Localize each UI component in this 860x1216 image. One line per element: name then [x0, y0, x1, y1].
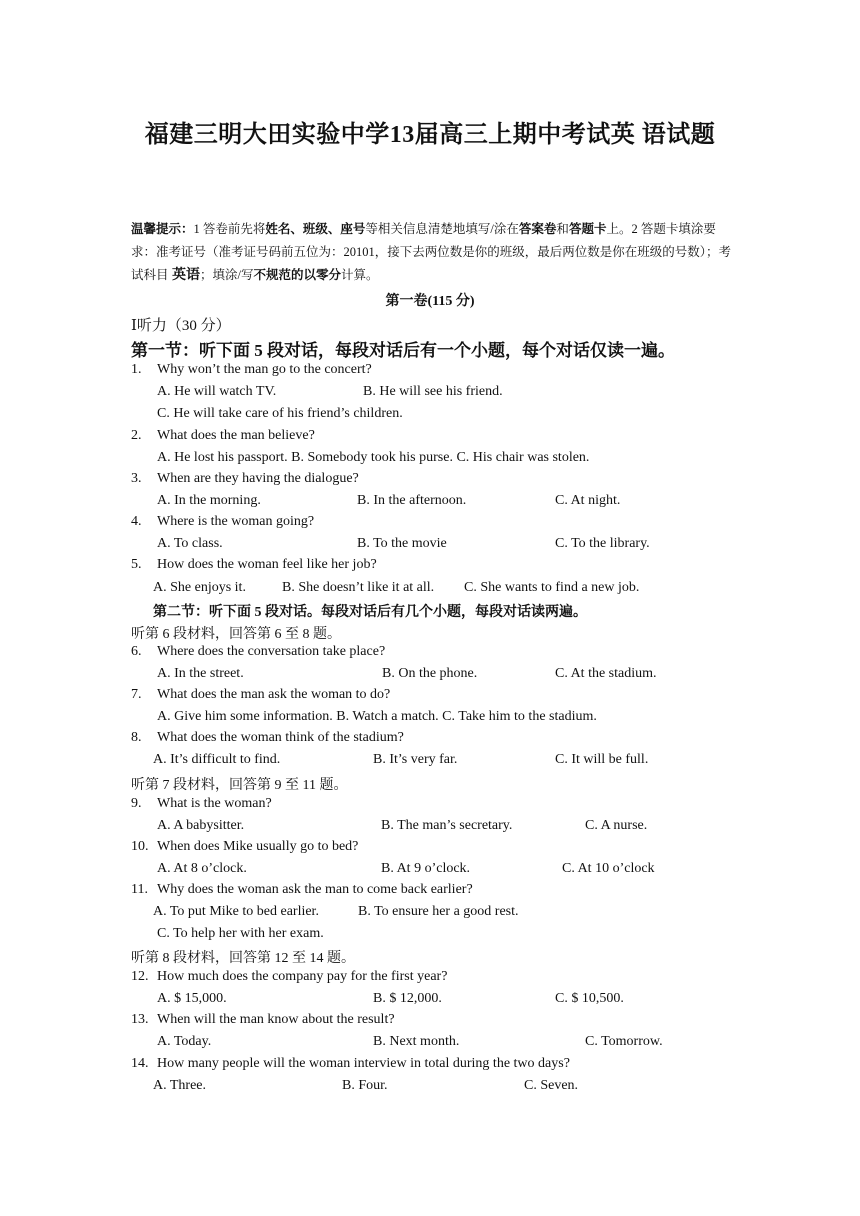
question-text: When are they having the dialogue? [157, 471, 359, 486]
question-number: 13. [131, 1012, 149, 1027]
notice-text: ；填涂/写 [200, 268, 254, 282]
question-6 [131, 644, 385, 660]
question-11 [131, 882, 473, 898]
option-c: C. She wants to find a new job. [464, 580, 640, 595]
option-c: C. To help her with her exam. [157, 926, 324, 941]
volume-heading: 第一卷(115 分) [385, 294, 475, 309]
material-heading: 听第 6 段材料，回答第 6 至 8 题。 [131, 627, 341, 642]
question-number: 14. [131, 1056, 149, 1071]
option-a: A. She enjoys it. [153, 580, 246, 595]
option-a: A. $ 15,000. [157, 991, 227, 1006]
option-a: A. At 8 o’clock. [157, 861, 247, 876]
option-a: A. Three. [153, 1078, 206, 1093]
section2-heading: 第二节：听下面 5 段对话。每段对话后有几个小题，每段对话读两遍。 [153, 605, 587, 620]
option-c: C. Seven. [524, 1078, 579, 1093]
option-a: A. He will watch TV. [157, 384, 277, 399]
option-b: B. The man’s secretary. [381, 818, 513, 833]
option-b: B. He will see his friend. [363, 384, 503, 399]
question-number: 4. [131, 514, 142, 529]
option-a: A. Today. [157, 1034, 212, 1049]
notice-text: 和 [556, 222, 569, 236]
question-text: Why won’t the man go to the concert? [157, 362, 372, 377]
notice-emphasis: 姓名、班级、座号 [265, 222, 366, 236]
option-a: A. To put Mike to bed earlier. [153, 904, 319, 919]
question-text: How much does the company pay for the first year? [157, 969, 448, 984]
question-4 [131, 514, 314, 530]
notice-paragraph [131, 218, 731, 287]
section1-heading: 第一节：听下面 5 段对话，每段对话后有一个小题，每个对话仅读一遍。 [131, 341, 675, 360]
question-5 [131, 557, 377, 573]
option-c: C. He will take care of his friend’s children. [157, 406, 403, 421]
option-b: B. She doesn’t like it at all. [282, 580, 435, 595]
question-2 [131, 428, 315, 444]
question-10 [131, 839, 358, 855]
option-c: C. $ 10,500. [555, 991, 624, 1006]
notice-text: 等相关信息清楚地填写/涂在 [365, 222, 519, 236]
option-b: B. Next month. [373, 1034, 460, 1049]
question-number: 9. [131, 796, 142, 811]
notice-label: 温馨提示： [131, 222, 194, 236]
option-c: C. At night. [555, 493, 621, 508]
question-7 [131, 687, 390, 703]
notice-emphasis: 不规范的以零分 [253, 268, 342, 282]
question-text: Where does the conversation take place? [157, 644, 386, 659]
question-13 [131, 1012, 395, 1028]
part-heading: Ⅰ听力（30 分） [131, 318, 231, 334]
question-8 [131, 730, 404, 746]
question-number: 10. [131, 839, 149, 854]
question-number: 6. [131, 644, 142, 659]
notice-emphasis: 答案卷 [518, 222, 557, 236]
question-text: When will the man know about the result? [157, 1012, 395, 1027]
option-b: B. To ensure her a good rest. [358, 904, 519, 919]
notice-text: 1 答卷前先将 [193, 222, 266, 236]
question-9 [131, 796, 272, 812]
option-a: A. In the morning. [157, 493, 261, 508]
question-14 [131, 1056, 570, 1072]
question-text: What does the man believe? [157, 428, 315, 443]
option-c: C. A nurse. [585, 818, 648, 833]
question-number: 7. [131, 687, 142, 702]
option-a: A. A babysitter. [157, 818, 245, 833]
option-c: C. It will be full. [555, 752, 649, 767]
page-title: 福建三明大田实验中学13届高三上期中考试英 语试题 [144, 122, 716, 148]
options-line: A. Give him some information. B. Watch a match. C. Take him to the stadium. [157, 709, 597, 724]
question-text: How does the woman feel like her job? [157, 557, 377, 572]
question-number: 2. [131, 428, 142, 443]
material-heading: 听第 7 段材料，回答第 9 至 11 题。 [131, 778, 348, 793]
question-text: When does Mike usually go to bed? [157, 839, 359, 854]
question-text: Where is the woman going? [157, 514, 315, 529]
question-number: 12. [131, 969, 149, 984]
question-number: 8. [131, 730, 142, 745]
option-a: A. It’s difficult to find. [153, 752, 281, 767]
question-1 [131, 362, 372, 378]
question-text: How many people will the woman interview in total during the two days? [157, 1056, 570, 1071]
option-a: A. To class. [157, 536, 223, 551]
question-text: Why does the woman ask the man to come back earlier? [157, 882, 473, 897]
question-number: 1. [131, 362, 142, 377]
option-a: A. In the street. [157, 666, 244, 681]
question-text: What does the man ask the woman to do? [157, 687, 391, 702]
option-b: B. To the movie [357, 536, 447, 551]
question-12 [131, 969, 447, 985]
option-c: C. Tomorrow. [585, 1034, 663, 1049]
option-c: C. At 10 o’clock [562, 861, 655, 876]
question-number: 11. [131, 882, 148, 897]
option-c: C. To the library. [555, 536, 650, 551]
option-b: B. At 9 o’clock. [381, 861, 471, 876]
option-b: B. On the phone. [382, 666, 478, 681]
question-3 [131, 471, 359, 487]
option-b: B. Four. [342, 1078, 388, 1093]
question-number: 5. [131, 557, 142, 572]
notice-emphasis: 答题卡 [568, 222, 607, 236]
option-b: B. In the afternoon. [357, 493, 467, 508]
option-b: B. $ 12,000. [373, 991, 442, 1006]
option-c: C. At the stadium. [555, 666, 657, 681]
options-line: A. He lost his passport. B. Somebody took his purse. C. His chair was stolen. [157, 450, 590, 465]
material-heading: 听第 8 段材料，回答第 12 至 14 题。 [131, 951, 355, 966]
question-text: What does the woman think of the stadium? [157, 730, 404, 745]
option-b: B. It’s very far. [373, 752, 458, 767]
notice-text: 计算。 [341, 268, 379, 282]
question-number: 3. [131, 471, 142, 486]
notice-text: 上。2 答题卡填涂要求：准考证号（准考证号码前五位为：20101，接下去两位数是你的班级，最后两位数是你在班级的号数）；考试科目 [131, 222, 732, 282]
notice-emphasis: 英语 [168, 268, 201, 283]
question-text: What is the woman? [157, 796, 272, 811]
